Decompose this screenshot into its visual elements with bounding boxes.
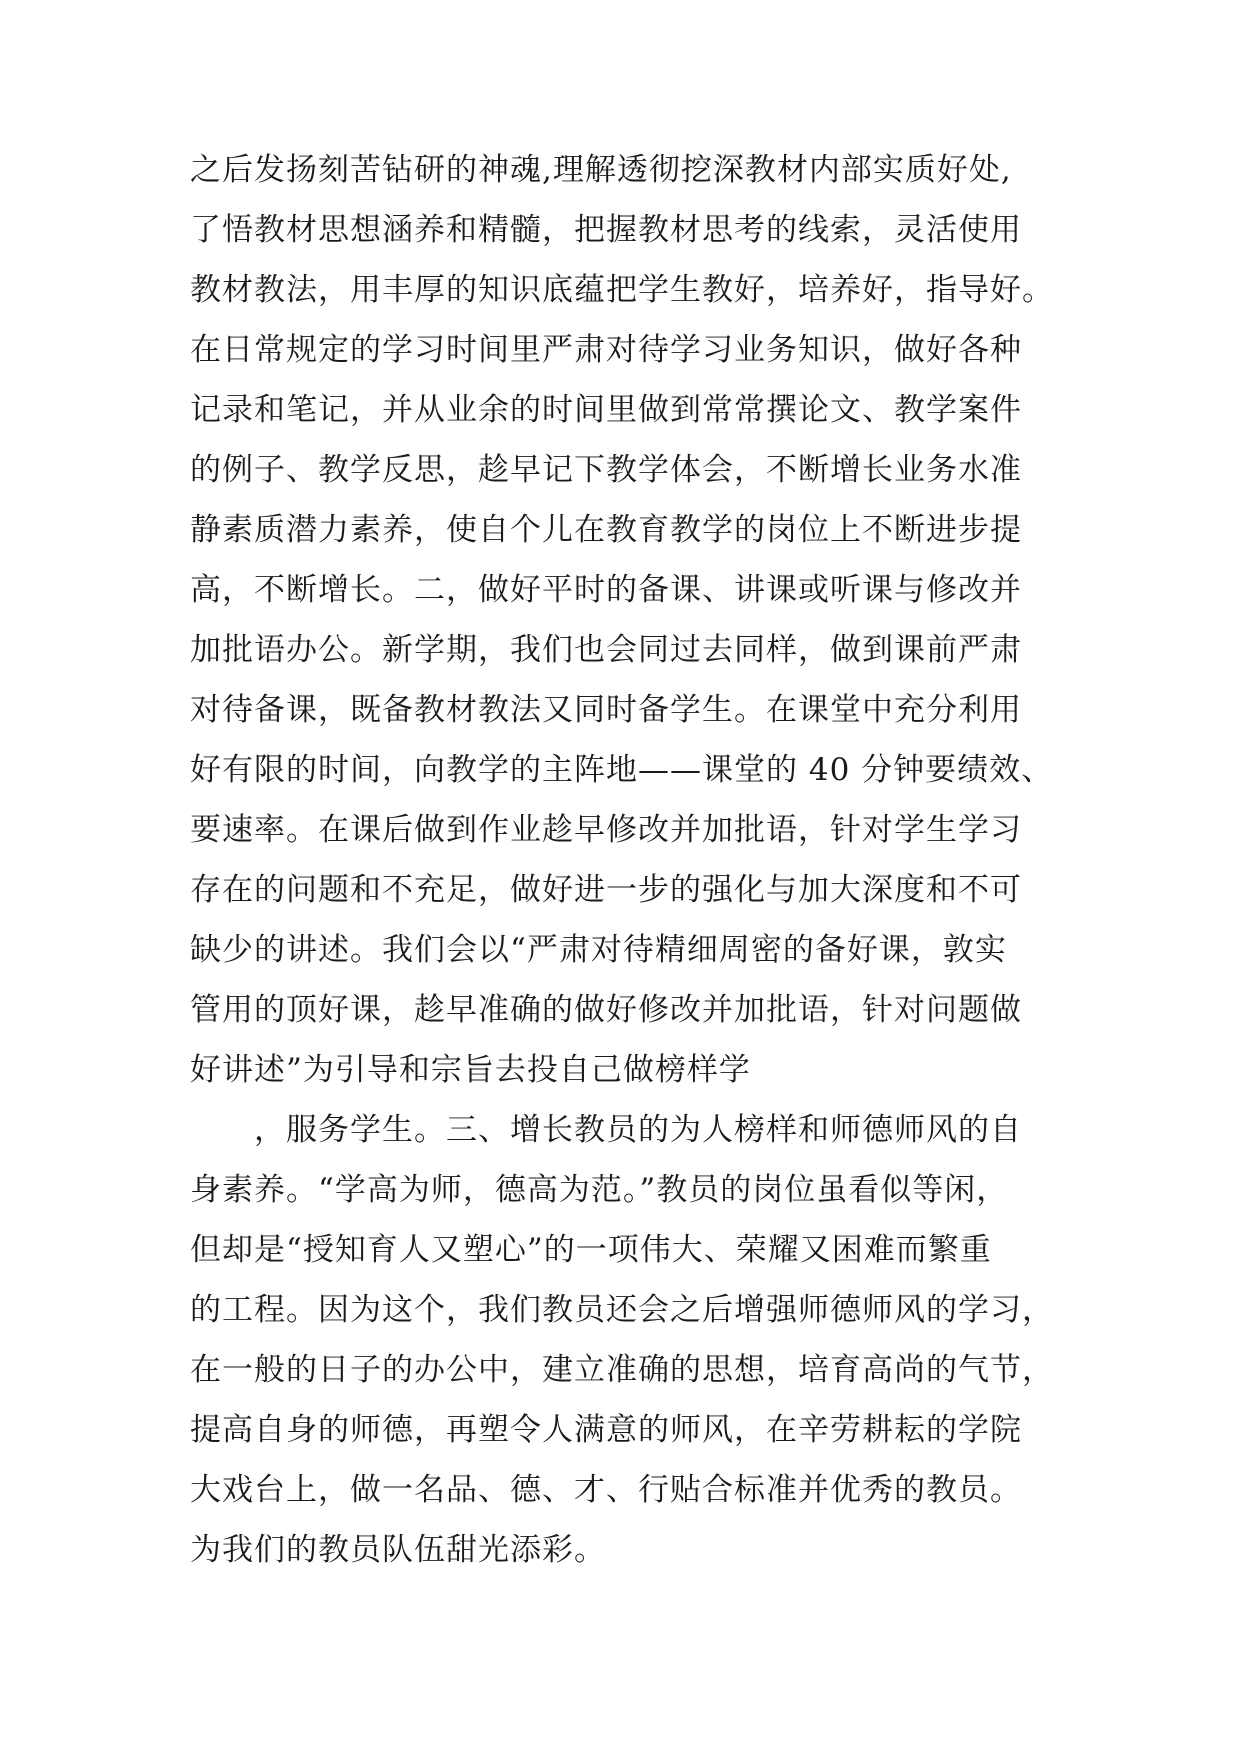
text-line: 存在的问题和不充足，做好进一步的强化与加大深度和不可 [190,872,1022,908]
text-line: 在一般的日子的办公中，建立准确的思想，培育高尚的气节， [190,1352,1054,1388]
text-line: 对待备课，既备教材教法又同时备学生。在课堂中充分利用 [190,692,1022,728]
text-line: 之后发扬刻苦钻研的神魂,理解透彻挖深教材内部实质好处, [190,152,1012,188]
text-line: 身素养。“学高为师，德高为范。”教员的岗位虽看似等闲， [190,1172,1009,1208]
text-line: 静素质潜力素养，使自个儿在教育教学的岗位上不断进步提 [190,512,1022,548]
text-line: 但却是“授知育人又塑心”的一项伟大、荣耀又困难而繁重 [190,1232,992,1268]
text-line: 记录和笔记，并从业余的时间里做到常常撰论文、教学案件 [190,392,1022,428]
text-line: 了悟教材思想涵养和精髓，把握教材思考的线索，灵活使用 [190,212,1022,248]
text-line: 教材教法，用丰厚的知识底蕴把学生教好，培养好，指导好。 [190,272,1054,308]
text-line: 大戏台上，做一名品、德、才、行贴合标准并优秀的教员。 [190,1472,1022,1508]
text-line: 的例子、教学反思，趁早记下教学体会，不断增长业务水准 [190,452,1022,488]
body-text [190,140,1090,1580]
text-line: 高，不断增长。二，做好平时的备课、讲课或听课与修改并 [190,572,1022,608]
text-line: 要速率。在课后做到作业趁早修改并加批语，针对学生学习 [190,812,1022,848]
text-line: 为我们的教员队伍甜光添彩。 [190,1532,606,1568]
text-line: 的工程。因为这个，我们教员还会之后增强师德师风的学习， [190,1292,1054,1328]
text-line: 加批语办公。新学期，我们也会同过去同样，做到课前严肃 [190,632,1022,668]
text-line: 缺少的讲述。我们会以“严肃对待精细周密的备好课，敦实 [190,932,1007,968]
text-line: ，服务学生。三、增长教员的为人榜样和师德师风的自 [190,1112,1022,1148]
text-line: 管用的顶好课，趁早准确的做好修改并加批语，针对问题做 [190,992,1022,1028]
text-line: 提高自身的师德，再塑令人满意的师风，在辛劳耕耘的学院 [190,1412,1022,1448]
text-line: 在日常规定的学习时间里严肃对待学习业务知识，做好各种 [190,332,1022,368]
text-line: 好有限的时间，向教学的主阵地——课堂的 40 分钟要绩效、 [190,752,1054,788]
text-line: 好讲述”为引导和宗旨去投自己做榜样学 [190,1052,751,1088]
